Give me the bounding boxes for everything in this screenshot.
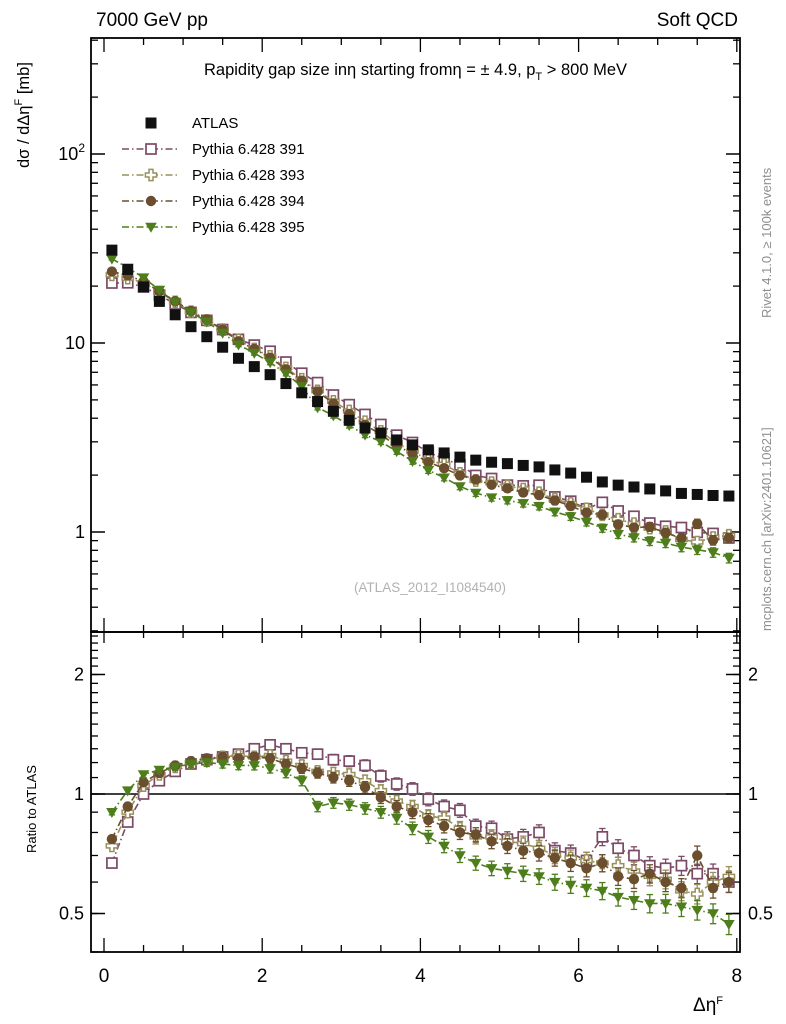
data-marker bbox=[660, 528, 670, 538]
data-marker bbox=[644, 483, 655, 494]
data-marker bbox=[328, 406, 339, 417]
data-marker bbox=[106, 255, 118, 265]
data-marker bbox=[708, 535, 718, 545]
data-marker bbox=[280, 369, 292, 379]
data-marker bbox=[328, 772, 338, 782]
data-marker bbox=[154, 296, 165, 307]
data-marker bbox=[297, 763, 307, 773]
data-marker bbox=[518, 460, 529, 471]
data-marker bbox=[407, 807, 417, 817]
data-marker bbox=[138, 281, 149, 292]
data-marker bbox=[233, 341, 245, 351]
data-marker bbox=[280, 769, 292, 779]
plot-title bbox=[91, 61, 740, 83]
legend-marker-icon bbox=[120, 139, 182, 159]
data-marker bbox=[549, 508, 561, 518]
data-marker bbox=[312, 386, 322, 396]
data-marker bbox=[107, 834, 117, 844]
data-marker bbox=[597, 510, 607, 520]
legend-marker-icon bbox=[120, 191, 182, 211]
data-marker bbox=[549, 464, 560, 475]
data-marker bbox=[613, 871, 623, 881]
data-marker bbox=[629, 850, 639, 860]
data-marker bbox=[439, 802, 449, 812]
data-marker bbox=[360, 760, 370, 770]
data-marker bbox=[423, 833, 435, 843]
mcplots-attribution-note: mcplots.cern.ch [arXiv:2401.10621] bbox=[759, 427, 774, 631]
data-marker bbox=[723, 920, 735, 930]
data-marker bbox=[281, 744, 291, 754]
data-marker bbox=[612, 530, 624, 540]
series-ratio-pythia-395 bbox=[106, 758, 735, 934]
data-marker bbox=[375, 437, 387, 447]
text-segment: dσ / dΔη bbox=[15, 105, 33, 168]
x-tick-label: 8 bbox=[731, 966, 743, 987]
legend-label: Pythia 6.428 393 bbox=[192, 166, 305, 184]
data-marker bbox=[723, 554, 735, 564]
data-marker bbox=[676, 523, 686, 533]
data-marker bbox=[692, 850, 702, 860]
data-marker bbox=[423, 794, 433, 804]
data-marker bbox=[438, 842, 450, 852]
data-marker bbox=[550, 853, 560, 863]
data-marker bbox=[455, 827, 465, 837]
data-marker bbox=[454, 452, 465, 463]
data-marker bbox=[344, 415, 355, 426]
legend bbox=[120, 110, 305, 240]
data-marker bbox=[565, 858, 575, 868]
data-marker bbox=[265, 369, 276, 380]
data-marker bbox=[597, 832, 607, 842]
process-group-label: Soft QCD bbox=[656, 10, 738, 31]
data-marker bbox=[534, 848, 544, 858]
data-marker bbox=[708, 490, 719, 501]
data-marker bbox=[613, 519, 623, 529]
y-tick-label-ratio: 1 bbox=[73, 784, 84, 804]
x-axis-title bbox=[693, 995, 723, 1017]
y-axis-title-ratio: Ratio to ATLAS bbox=[24, 765, 39, 853]
data-marker bbox=[391, 434, 402, 445]
data-marker bbox=[454, 851, 466, 861]
data-marker bbox=[423, 815, 433, 825]
data-marker bbox=[264, 764, 276, 774]
data-marker bbox=[233, 353, 244, 364]
data-marker bbox=[170, 309, 181, 320]
data-marker bbox=[581, 472, 592, 483]
data-marker bbox=[122, 264, 133, 275]
data-marker bbox=[313, 749, 323, 759]
data-marker bbox=[265, 753, 275, 763]
legend-label: Pythia 6.428 391 bbox=[192, 140, 305, 158]
data-marker bbox=[217, 342, 228, 353]
legend-marker-icon bbox=[120, 165, 182, 185]
data-marker bbox=[107, 858, 117, 868]
data-marker bbox=[454, 482, 466, 492]
data-marker bbox=[534, 827, 544, 837]
series-line bbox=[112, 272, 729, 541]
data-marker bbox=[550, 495, 560, 505]
y-tick-label-ratio-right: 0.5 bbox=[748, 903, 774, 924]
data-marker bbox=[502, 483, 512, 493]
data-marker bbox=[328, 755, 338, 765]
data-marker bbox=[502, 458, 513, 469]
data-marker bbox=[391, 801, 401, 811]
data-marker bbox=[455, 805, 465, 815]
text-segment: > 800 MeV bbox=[542, 61, 628, 79]
legend-item-pythia-391 bbox=[120, 136, 305, 162]
data-marker bbox=[391, 447, 403, 457]
y-tick-label-main: 10 bbox=[64, 333, 85, 353]
series-ratio-pythia-394 bbox=[107, 752, 734, 898]
data-marker bbox=[534, 461, 545, 472]
data-marker bbox=[439, 447, 450, 458]
data-marker bbox=[549, 878, 561, 888]
data-marker bbox=[613, 480, 624, 491]
data-marker bbox=[692, 489, 703, 500]
y-tick-label-main: 1 bbox=[74, 522, 85, 542]
data-marker bbox=[597, 476, 608, 487]
data-marker bbox=[676, 883, 686, 893]
data-marker bbox=[439, 463, 449, 473]
data-marker bbox=[629, 522, 639, 532]
series-main-pythia-394 bbox=[107, 266, 734, 545]
series-main-pythia-395 bbox=[106, 255, 735, 564]
data-marker bbox=[723, 491, 734, 502]
data-marker bbox=[265, 740, 275, 750]
data-marker bbox=[470, 455, 481, 466]
data-marker bbox=[724, 877, 734, 887]
data-marker bbox=[597, 497, 607, 507]
legend-marker-icon bbox=[120, 113, 182, 133]
data-marker bbox=[360, 423, 371, 434]
data-marker bbox=[344, 776, 354, 786]
data-marker bbox=[470, 859, 482, 869]
data-marker bbox=[392, 779, 402, 789]
data-marker bbox=[486, 836, 496, 846]
data-marker bbox=[423, 466, 435, 476]
text-segment: T bbox=[535, 71, 543, 83]
data-marker bbox=[360, 782, 370, 792]
data-marker bbox=[692, 869, 702, 879]
data-marker bbox=[486, 480, 496, 490]
data-marker bbox=[565, 501, 575, 511]
data-marker bbox=[106, 245, 117, 256]
data-marker bbox=[565, 881, 577, 891]
data-marker bbox=[107, 266, 117, 276]
data-marker bbox=[312, 396, 323, 407]
text-segment: F bbox=[13, 98, 25, 106]
data-marker bbox=[248, 349, 260, 359]
data-marker bbox=[455, 470, 465, 480]
data-marker bbox=[613, 843, 623, 853]
text-segment: Δη bbox=[693, 995, 717, 1016]
data-marker bbox=[312, 802, 324, 812]
legend-item-pythia-394 bbox=[120, 188, 305, 214]
data-marker bbox=[280, 378, 291, 389]
data-marker bbox=[676, 488, 687, 499]
data-marker bbox=[692, 519, 702, 529]
data-marker bbox=[471, 474, 481, 484]
data-marker bbox=[138, 770, 150, 780]
data-marker bbox=[645, 868, 655, 878]
data-marker bbox=[407, 439, 418, 450]
data-marker bbox=[145, 169, 156, 180]
data-marker bbox=[249, 361, 260, 372]
data-marker bbox=[597, 887, 609, 897]
data-marker bbox=[502, 841, 512, 851]
data-marker bbox=[145, 223, 157, 233]
x-tick-label: 2 bbox=[256, 966, 268, 987]
data-marker bbox=[502, 496, 514, 506]
data-marker bbox=[186, 321, 197, 332]
data-marker bbox=[660, 539, 672, 549]
series-main-pythia-393 bbox=[106, 269, 734, 547]
data-marker bbox=[597, 858, 607, 868]
data-marker bbox=[565, 468, 576, 479]
y-axis-title-main bbox=[13, 62, 34, 168]
data-marker bbox=[676, 533, 686, 543]
data-marker bbox=[391, 814, 403, 824]
data-marker bbox=[629, 874, 639, 884]
text-segment: [mb] bbox=[15, 62, 33, 99]
data-marker bbox=[423, 444, 434, 455]
rivet-version-note: Rivet 4.1.0, ≥ 100k events bbox=[759, 167, 774, 318]
analysis-id-watermark: (ATLAS_2012_I1084540) bbox=[353, 580, 507, 595]
data-marker bbox=[581, 863, 591, 873]
data-marker bbox=[708, 883, 718, 893]
legend-label: Pythia 6.428 394 bbox=[192, 192, 305, 210]
data-marker bbox=[660, 877, 670, 887]
data-marker bbox=[146, 144, 156, 154]
data-marker bbox=[376, 771, 386, 781]
legend-item-pythia-393 bbox=[120, 162, 305, 188]
data-marker bbox=[312, 768, 322, 778]
data-marker bbox=[376, 792, 386, 802]
series-ratio-pythia-393 bbox=[106, 750, 734, 904]
text-segment: F bbox=[716, 995, 723, 1007]
data-marker bbox=[691, 906, 703, 916]
data-marker bbox=[375, 428, 386, 439]
data-marker bbox=[471, 829, 481, 839]
data-marker bbox=[438, 473, 450, 483]
series-main-atlas bbox=[106, 245, 734, 502]
data-marker bbox=[264, 358, 276, 368]
data-marker bbox=[534, 490, 544, 500]
legend-label: ATLAS bbox=[192, 114, 239, 132]
data-marker bbox=[486, 457, 497, 468]
data-marker bbox=[724, 533, 734, 543]
data-marker bbox=[201, 331, 212, 342]
legend-item-pythia-395 bbox=[120, 214, 305, 240]
data-marker bbox=[407, 457, 419, 467]
data-marker bbox=[707, 909, 719, 919]
data-marker bbox=[645, 522, 655, 532]
beam-energy-label: 7000 GeV pp bbox=[96, 10, 208, 31]
y-tick-label-ratio-right: 1 bbox=[748, 784, 759, 804]
y-tick-label-ratio: 2 bbox=[73, 664, 84, 685]
data-marker bbox=[297, 748, 307, 758]
text-segment: Rapidity gap size inη starting fromη = ± 4.9, p bbox=[203, 61, 536, 79]
data-marker bbox=[518, 845, 528, 855]
legend-marker-icon bbox=[120, 217, 182, 237]
data-marker bbox=[644, 537, 656, 547]
data-marker bbox=[106, 808, 118, 818]
data-marker bbox=[407, 784, 417, 794]
legend-label: Pythia 6.428 395 bbox=[192, 218, 305, 236]
x-tick-label: 0 bbox=[98, 966, 110, 987]
data-marker bbox=[517, 499, 529, 509]
data-marker bbox=[660, 485, 671, 496]
y-tick-label-ratio-right: 2 bbox=[748, 664, 759, 685]
y-tick-label-ratio: 0.5 bbox=[58, 903, 84, 924]
legend-item-atlas bbox=[120, 110, 305, 136]
data-marker bbox=[439, 821, 449, 831]
data-marker bbox=[146, 118, 157, 129]
data-marker bbox=[581, 507, 591, 517]
data-marker bbox=[296, 777, 308, 787]
data-marker bbox=[296, 387, 307, 398]
data-marker bbox=[123, 801, 133, 811]
data-marker bbox=[344, 756, 354, 766]
x-tick-label: 4 bbox=[415, 966, 426, 987]
data-marker bbox=[676, 861, 686, 871]
y-tick-label-main: $10^2$ bbox=[58, 141, 85, 164]
data-marker bbox=[423, 457, 433, 467]
data-marker bbox=[146, 196, 156, 206]
x-tick-label: 6 bbox=[573, 966, 584, 987]
data-marker bbox=[407, 824, 419, 834]
data-marker bbox=[518, 487, 528, 497]
data-marker bbox=[628, 482, 639, 493]
